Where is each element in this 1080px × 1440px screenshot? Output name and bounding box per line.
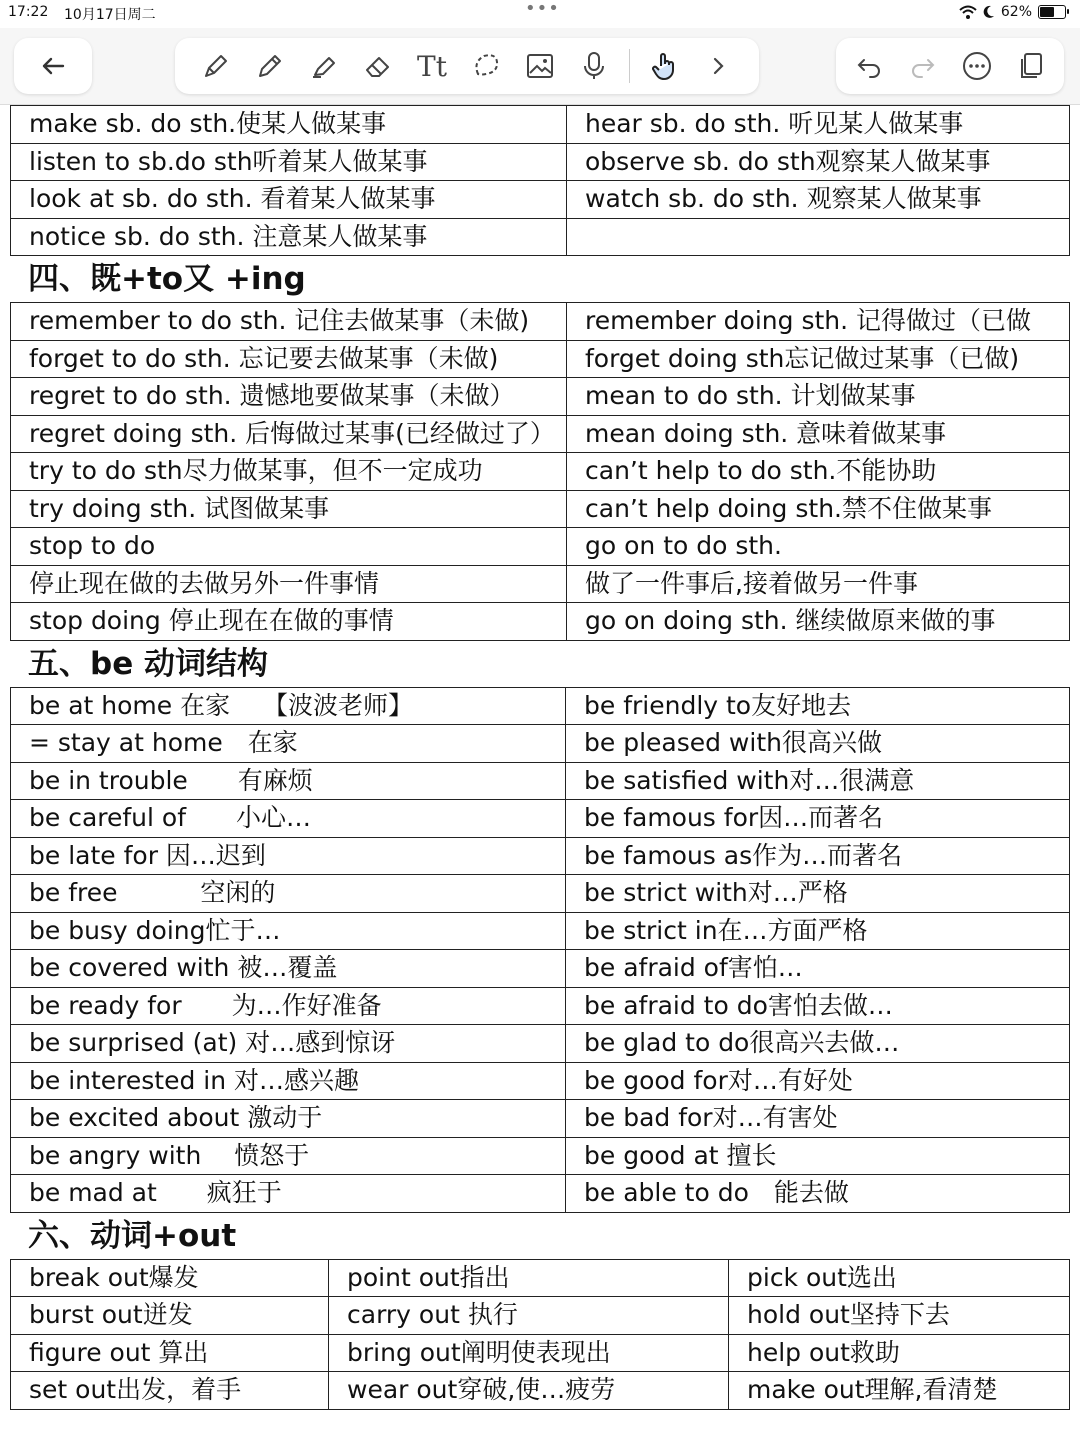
section5-cell: be pleased with很高兴做 bbox=[566, 725, 1070, 763]
section4-cell: stop doing 停止现在在做的事情 bbox=[11, 603, 567, 641]
section5-cell: be afraid of害怕… bbox=[566, 950, 1070, 988]
section5-cell: be friendly to友好地去 bbox=[566, 687, 1070, 725]
section5-cell: be good at 擅长 bbox=[566, 1137, 1070, 1175]
section5-cell: be busy doing忙于… bbox=[11, 912, 566, 950]
status-right bbox=[959, 4, 1066, 20]
section6-cell: help out救助 bbox=[729, 1334, 1070, 1372]
pages-icon bbox=[1015, 50, 1047, 82]
wifi-icon bbox=[959, 5, 977, 19]
section5-cell: be mad at 疯狂于 bbox=[11, 1175, 566, 1213]
eraser-tool[interactable] bbox=[351, 41, 405, 91]
section4-cell: can’t help to do sth.不能协助 bbox=[567, 453, 1070, 491]
section3-cell: look at sb. do sth. 看着某人做某事 bbox=[11, 181, 567, 219]
section4-row bbox=[11, 603, 1070, 641]
section6-cell: pick out选出 bbox=[729, 1259, 1070, 1297]
section5-cell: be late for 因…迟到 bbox=[11, 837, 566, 875]
section3-row bbox=[11, 181, 1070, 219]
section5-cell: be glad to do很高兴去做… bbox=[566, 1025, 1070, 1063]
section5-row bbox=[11, 837, 1070, 875]
section4-row bbox=[11, 340, 1070, 378]
section5-row bbox=[11, 1175, 1070, 1213]
section3-cell: make sb. do sth.使某人做某事 bbox=[11, 106, 567, 144]
section5-table bbox=[10, 687, 1070, 1213]
pencil-tool[interactable] bbox=[243, 41, 297, 91]
section5-cell: be bad for对…有害处 bbox=[566, 1100, 1070, 1138]
pages-button[interactable] bbox=[1004, 41, 1058, 91]
section6-cell: figure out 算出 bbox=[11, 1334, 329, 1372]
section5-row bbox=[11, 725, 1070, 763]
section4-row bbox=[11, 528, 1070, 566]
section5-cell: be careful of 小心… bbox=[11, 800, 566, 838]
section6-row bbox=[11, 1334, 1070, 1372]
section5-title: 五、be 动词结构 bbox=[28, 645, 269, 682]
section4-cell: go on to do sth. bbox=[567, 528, 1070, 566]
toolbar bbox=[0, 28, 1080, 105]
section5-cell: be covered with 被…覆盖 bbox=[11, 950, 566, 988]
section4-cell: 做了一件事后,接着做另一件事 bbox=[567, 565, 1070, 603]
section5-cell: be strict with对…严格 bbox=[566, 875, 1070, 913]
section6-cell: burst out迸发 bbox=[11, 1297, 329, 1335]
lasso-icon bbox=[470, 50, 502, 82]
section4-cell: 停止现在做的去做另外一件事情 bbox=[11, 565, 567, 603]
section5-cell: be excited about 激动于 bbox=[11, 1100, 566, 1138]
section5-cell: be in trouble 有麻烦 bbox=[11, 762, 566, 800]
section3-cell: watch sb. do sth. 观察某人做某事 bbox=[567, 181, 1070, 219]
section4-cell: stop to do bbox=[11, 528, 567, 566]
undo-icon bbox=[853, 50, 885, 82]
section4-cell: try doing sth. 试图做某事 bbox=[11, 490, 567, 528]
pen-icon bbox=[200, 50, 232, 82]
text-tool-icon: Tt bbox=[417, 49, 447, 83]
status-bar bbox=[0, 0, 1080, 28]
undo-button[interactable] bbox=[842, 41, 896, 91]
section3-row bbox=[11, 143, 1070, 181]
pencil-icon bbox=[254, 50, 286, 82]
section6-row bbox=[11, 1297, 1070, 1335]
moon-icon bbox=[983, 5, 995, 19]
note-page[interactable] bbox=[10, 105, 1070, 1410]
section3-row bbox=[11, 218, 1070, 256]
section4-cell: regret to do sth. 遗憾地要做某事（未做） bbox=[11, 378, 567, 416]
section4-cell: can’t help doing sth.禁不住做某事 bbox=[567, 490, 1070, 528]
text-tool[interactable] bbox=[405, 41, 459, 91]
section6-cell: hold out坚持下去 bbox=[729, 1297, 1070, 1335]
hand-touch-icon bbox=[649, 50, 681, 82]
actions-group bbox=[836, 38, 1064, 94]
section6-title: 六、动词+out bbox=[28, 1217, 237, 1254]
section5-cell: be satisfied with对…很满意 bbox=[566, 762, 1070, 800]
highlighter-tool[interactable] bbox=[297, 41, 351, 91]
section5-cell: be ready for 为…作好准备 bbox=[11, 987, 566, 1025]
redo-icon bbox=[907, 50, 939, 82]
status-time: 17:22 bbox=[8, 4, 49, 20]
more-tools-button[interactable] bbox=[692, 41, 746, 91]
section6-cell: point out指出 bbox=[329, 1259, 729, 1297]
section4-cell: remember doing sth. 记得做过（已做 bbox=[567, 303, 1070, 341]
section4-row bbox=[11, 378, 1070, 416]
section4-cell: try to do sth尽力做某事，但不一定成功 bbox=[11, 453, 567, 491]
section5-row bbox=[11, 987, 1070, 1025]
section4-row bbox=[11, 415, 1070, 453]
section3-cell: hear sb. do sth. 听见某人做某事 bbox=[567, 106, 1070, 144]
microphone-tool[interactable] bbox=[567, 41, 621, 91]
back-button[interactable] bbox=[14, 38, 92, 94]
section5-cell: be famous as作为…而著名 bbox=[566, 837, 1070, 875]
section5-cell: be able to do 能去做 bbox=[566, 1175, 1070, 1213]
redo-button[interactable] bbox=[896, 41, 950, 91]
section5-cell: be free 空闲的 bbox=[11, 875, 566, 913]
tools-group bbox=[175, 38, 759, 94]
section4-row bbox=[11, 453, 1070, 491]
more-icon bbox=[961, 50, 993, 82]
section5-row bbox=[11, 1137, 1070, 1175]
section5-cell: be strict in在…方面严格 bbox=[566, 912, 1070, 950]
section5-cell: be at home 在家 【波波老师】 bbox=[11, 687, 566, 725]
section4-table bbox=[10, 302, 1070, 641]
section5-cell: be surprised (at) 对…感到惊讶 bbox=[11, 1025, 566, 1063]
section5-row bbox=[11, 800, 1070, 838]
section4-row bbox=[11, 490, 1070, 528]
section6-cell: bring out阐明使表现出 bbox=[329, 1334, 729, 1372]
microphone-icon bbox=[578, 50, 610, 82]
section6-cell: wear out穿破,使…疲劳 bbox=[329, 1372, 729, 1410]
section6-row bbox=[11, 1372, 1070, 1410]
section4-cell: mean to do sth. 计划做某事 bbox=[567, 378, 1070, 416]
section5-cell: be interested in 对…感兴趣 bbox=[11, 1062, 566, 1100]
section3-cell bbox=[567, 218, 1070, 256]
image-icon bbox=[524, 50, 556, 82]
section5-row bbox=[11, 687, 1070, 725]
section4-cell: go on doing sth. 继续做原来做的事 bbox=[567, 603, 1070, 641]
section4-cell: remember to do sth. 记住去做某事（未做) bbox=[11, 303, 567, 341]
section5-cell: = stay at home 在家 bbox=[11, 725, 566, 763]
section4-cell: regret doing sth. 后悔做过某事(已经做过了） bbox=[11, 415, 567, 453]
section4-cell: forget doing sth忘记做过某事（已做) bbox=[567, 340, 1070, 378]
section3-table bbox=[10, 105, 1070, 256]
toolbar-divider bbox=[629, 49, 630, 83]
lasso-tool[interactable] bbox=[459, 41, 513, 91]
section5-cell: be good for对…有好处 bbox=[566, 1062, 1070, 1100]
section4-cell: mean doing sth. 意味着做某事 bbox=[567, 415, 1070, 453]
more-button[interactable] bbox=[950, 41, 1004, 91]
section3-cell: observe sb. do sth观察某人做某事 bbox=[567, 143, 1070, 181]
section3-cell: listen to sb.do sth听着某人做某事 bbox=[11, 143, 567, 181]
section5-row bbox=[11, 912, 1070, 950]
section5-row bbox=[11, 950, 1070, 988]
battery-icon bbox=[1038, 5, 1066, 19]
section5-row bbox=[11, 1062, 1070, 1100]
section3-row bbox=[11, 106, 1070, 144]
status-date: 10月17日周二 bbox=[64, 7, 156, 23]
multitask-dots[interactable]: ••• bbox=[525, 0, 560, 19]
highlighter-icon bbox=[308, 50, 340, 82]
section5-row bbox=[11, 1100, 1070, 1138]
section6-row bbox=[11, 1259, 1070, 1297]
section4-title: 四、既+to又 +ing bbox=[28, 261, 306, 297]
pen-tool[interactable] bbox=[189, 41, 243, 91]
section5-row bbox=[11, 1025, 1070, 1063]
section6-table bbox=[10, 1259, 1070, 1410]
section5-cell: be angry with 愤怒于 bbox=[11, 1137, 566, 1175]
section6-cell: break out爆发 bbox=[11, 1259, 329, 1297]
section5-cell: be afraid to do害怕去做… bbox=[566, 987, 1070, 1025]
battery-percent: 62% bbox=[1000, 4, 1032, 20]
section6-cell: carry out 执行 bbox=[329, 1297, 729, 1335]
section5-cell: be famous for因…而著名 bbox=[566, 800, 1070, 838]
touch-tool[interactable] bbox=[638, 41, 692, 91]
chevron-right-icon bbox=[703, 50, 735, 82]
section5-row bbox=[11, 762, 1070, 800]
section5-row bbox=[11, 875, 1070, 913]
section3-cell: notice sb. do sth. 注意某人做某事 bbox=[11, 218, 567, 256]
section6-cell: set out出发，着手 bbox=[11, 1372, 329, 1410]
section6-cell: make out理解,看清楚 bbox=[729, 1372, 1070, 1410]
eraser-icon bbox=[362, 50, 394, 82]
back-arrow-icon bbox=[37, 50, 69, 82]
section4-row bbox=[11, 565, 1070, 603]
image-tool[interactable] bbox=[513, 41, 567, 91]
section4-cell: forget to do sth. 忘记要去做某事（未做) bbox=[11, 340, 567, 378]
section4-row bbox=[11, 303, 1070, 341]
